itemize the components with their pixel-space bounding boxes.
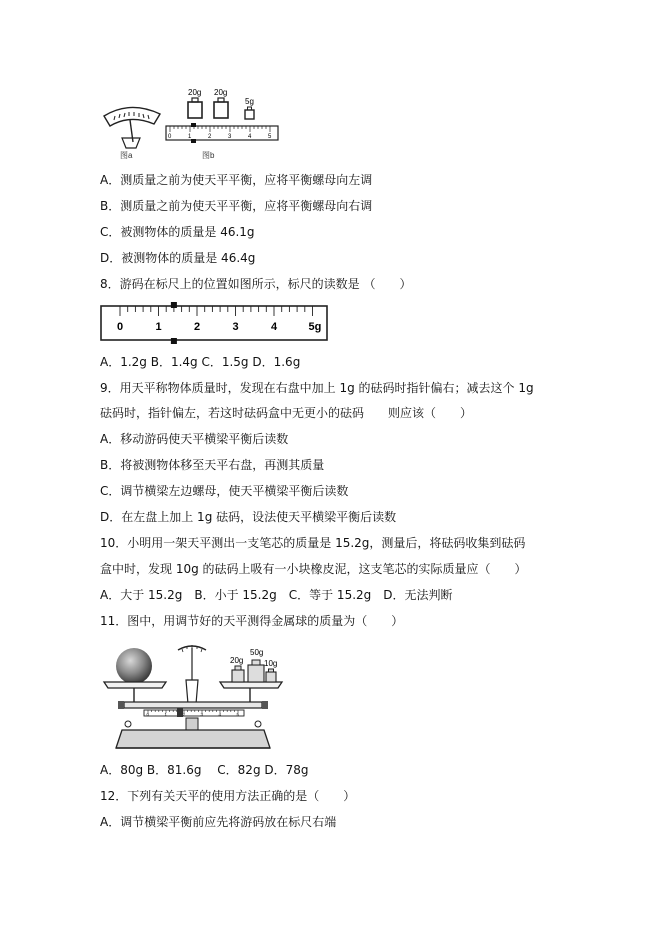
weight-label-10g: 10g xyxy=(264,659,278,668)
q7-option-c: C．被测物体的质量是 46.1g xyxy=(100,225,255,239)
q8-options: A．1.2g B．1.4g C．1.5g D．1.6g xyxy=(100,355,301,369)
q7-option-a: A．测质量之前为使天平平衡，应将平衡螺母向左调 xyxy=(100,173,373,187)
q7-option-b: B．测质量之前为使天平平衡，应将平衡螺母向右调 xyxy=(100,199,373,213)
q9-stem-line2: 砝码时，指针偏左，若这时砝码盒中无更小的砝码 则应该（ ） xyxy=(100,406,473,420)
beam xyxy=(124,702,262,708)
ruler-label: 3 xyxy=(232,321,239,333)
q11-stem: 11．图中，用调节好的天平测得金属球的质量为（ ） xyxy=(100,614,404,628)
weight-20g-2 xyxy=(214,98,228,118)
q10-stem-line2: 盒中时，发现 10g 的砝码上吸有一小块橡皮泥，这支笔芯的实际质量应（ ） xyxy=(100,562,527,576)
figure-b-label: 图b xyxy=(202,151,215,160)
figure-balance-q7 xyxy=(100,86,280,162)
weight-label-3: 5g xyxy=(245,97,254,106)
rider-scale-label: 3 xyxy=(200,712,204,717)
ruler-label: 1 xyxy=(155,321,162,333)
metal-ball xyxy=(116,648,152,684)
rider xyxy=(177,708,183,717)
q7-option-d: D．被测物体的质量是 46.4g xyxy=(100,251,256,265)
rider-scale-label: 5 xyxy=(236,712,240,717)
q9-option-b: B．将被测物体移至天平右盘，再测其质量 xyxy=(100,458,325,472)
weight-20g xyxy=(232,666,244,682)
q9-option-a: A．移动游码使天平横梁平衡后读数 xyxy=(100,432,289,446)
rider-scale-label: 2 xyxy=(182,712,186,717)
weight-label-20g: 20g xyxy=(230,656,244,665)
q9-option-c: C．调节横梁左边螺母，使天平横梁平衡后读数 xyxy=(100,484,349,498)
ruler-label: 1 xyxy=(188,134,192,140)
weight-5g xyxy=(245,107,254,119)
balance-base xyxy=(116,730,270,748)
weight-10g xyxy=(266,669,276,682)
weight-50g xyxy=(248,660,264,682)
q9-option-d: D．在左盘上加上 1g 砝码，设法使天平横梁平衡后读数 xyxy=(100,510,397,524)
balance-column xyxy=(186,718,198,730)
ruler-label: 5g xyxy=(308,321,322,333)
ruler-figure-q8 xyxy=(100,302,332,346)
rider-top xyxy=(171,302,177,308)
rider-scale-label: 0 xyxy=(146,712,150,717)
q9-stem-line1: 9．用天平称物体质量时，发现在右盘中加上 1g 的砝码时指针偏右；减去这个 1g xyxy=(100,381,534,395)
weight-label-50g: 50g xyxy=(250,648,264,657)
ruler-label: 4 xyxy=(271,321,278,333)
figure-balance-q11 xyxy=(100,640,286,752)
rider-scale-label: 1 xyxy=(164,712,168,717)
ruler-label: 2 xyxy=(194,321,201,333)
ruler-label: 0 xyxy=(168,134,172,140)
ruler-label: 3 xyxy=(228,134,232,140)
ruler-figure-b xyxy=(166,123,278,143)
q10-stem-line1: 10．小明用一架天平测出一支笔芯的质量是 15.2g，测量后，将砝码收集到砝码 xyxy=(100,536,526,550)
weight-20g-1 xyxy=(188,98,202,118)
figure-a-label: 图a xyxy=(120,151,133,160)
pointer-scale-figure xyxy=(104,107,160,148)
q8-stem: 8．游码在标尺上的位置如图所示，标尺的读数是 （ ） xyxy=(100,277,412,291)
rider-bottom xyxy=(171,338,177,344)
q10-options: A．大于 15.2g B．小于 15.2g C．等于 15.2g D．无法判断 xyxy=(100,588,453,602)
weight-label-1: 20g xyxy=(188,88,202,97)
weight-label-2: 20g xyxy=(214,88,228,97)
ruler-label: 5 xyxy=(268,134,272,140)
ruler-label: 4 xyxy=(248,134,252,140)
rider-scale-label: 4 xyxy=(218,712,222,717)
ruler-label: 0 xyxy=(117,321,124,333)
ruler-label: 2 xyxy=(208,134,212,140)
q12-stem: 12．下列有关天平的使用方法正确的是（ ） xyxy=(100,789,356,803)
q11-options: A．80g B．81.6g C．82g D．78g xyxy=(100,763,309,777)
q12-option-a: A．调节横梁平衡前应先将游码放在标尺右端 xyxy=(100,815,337,829)
